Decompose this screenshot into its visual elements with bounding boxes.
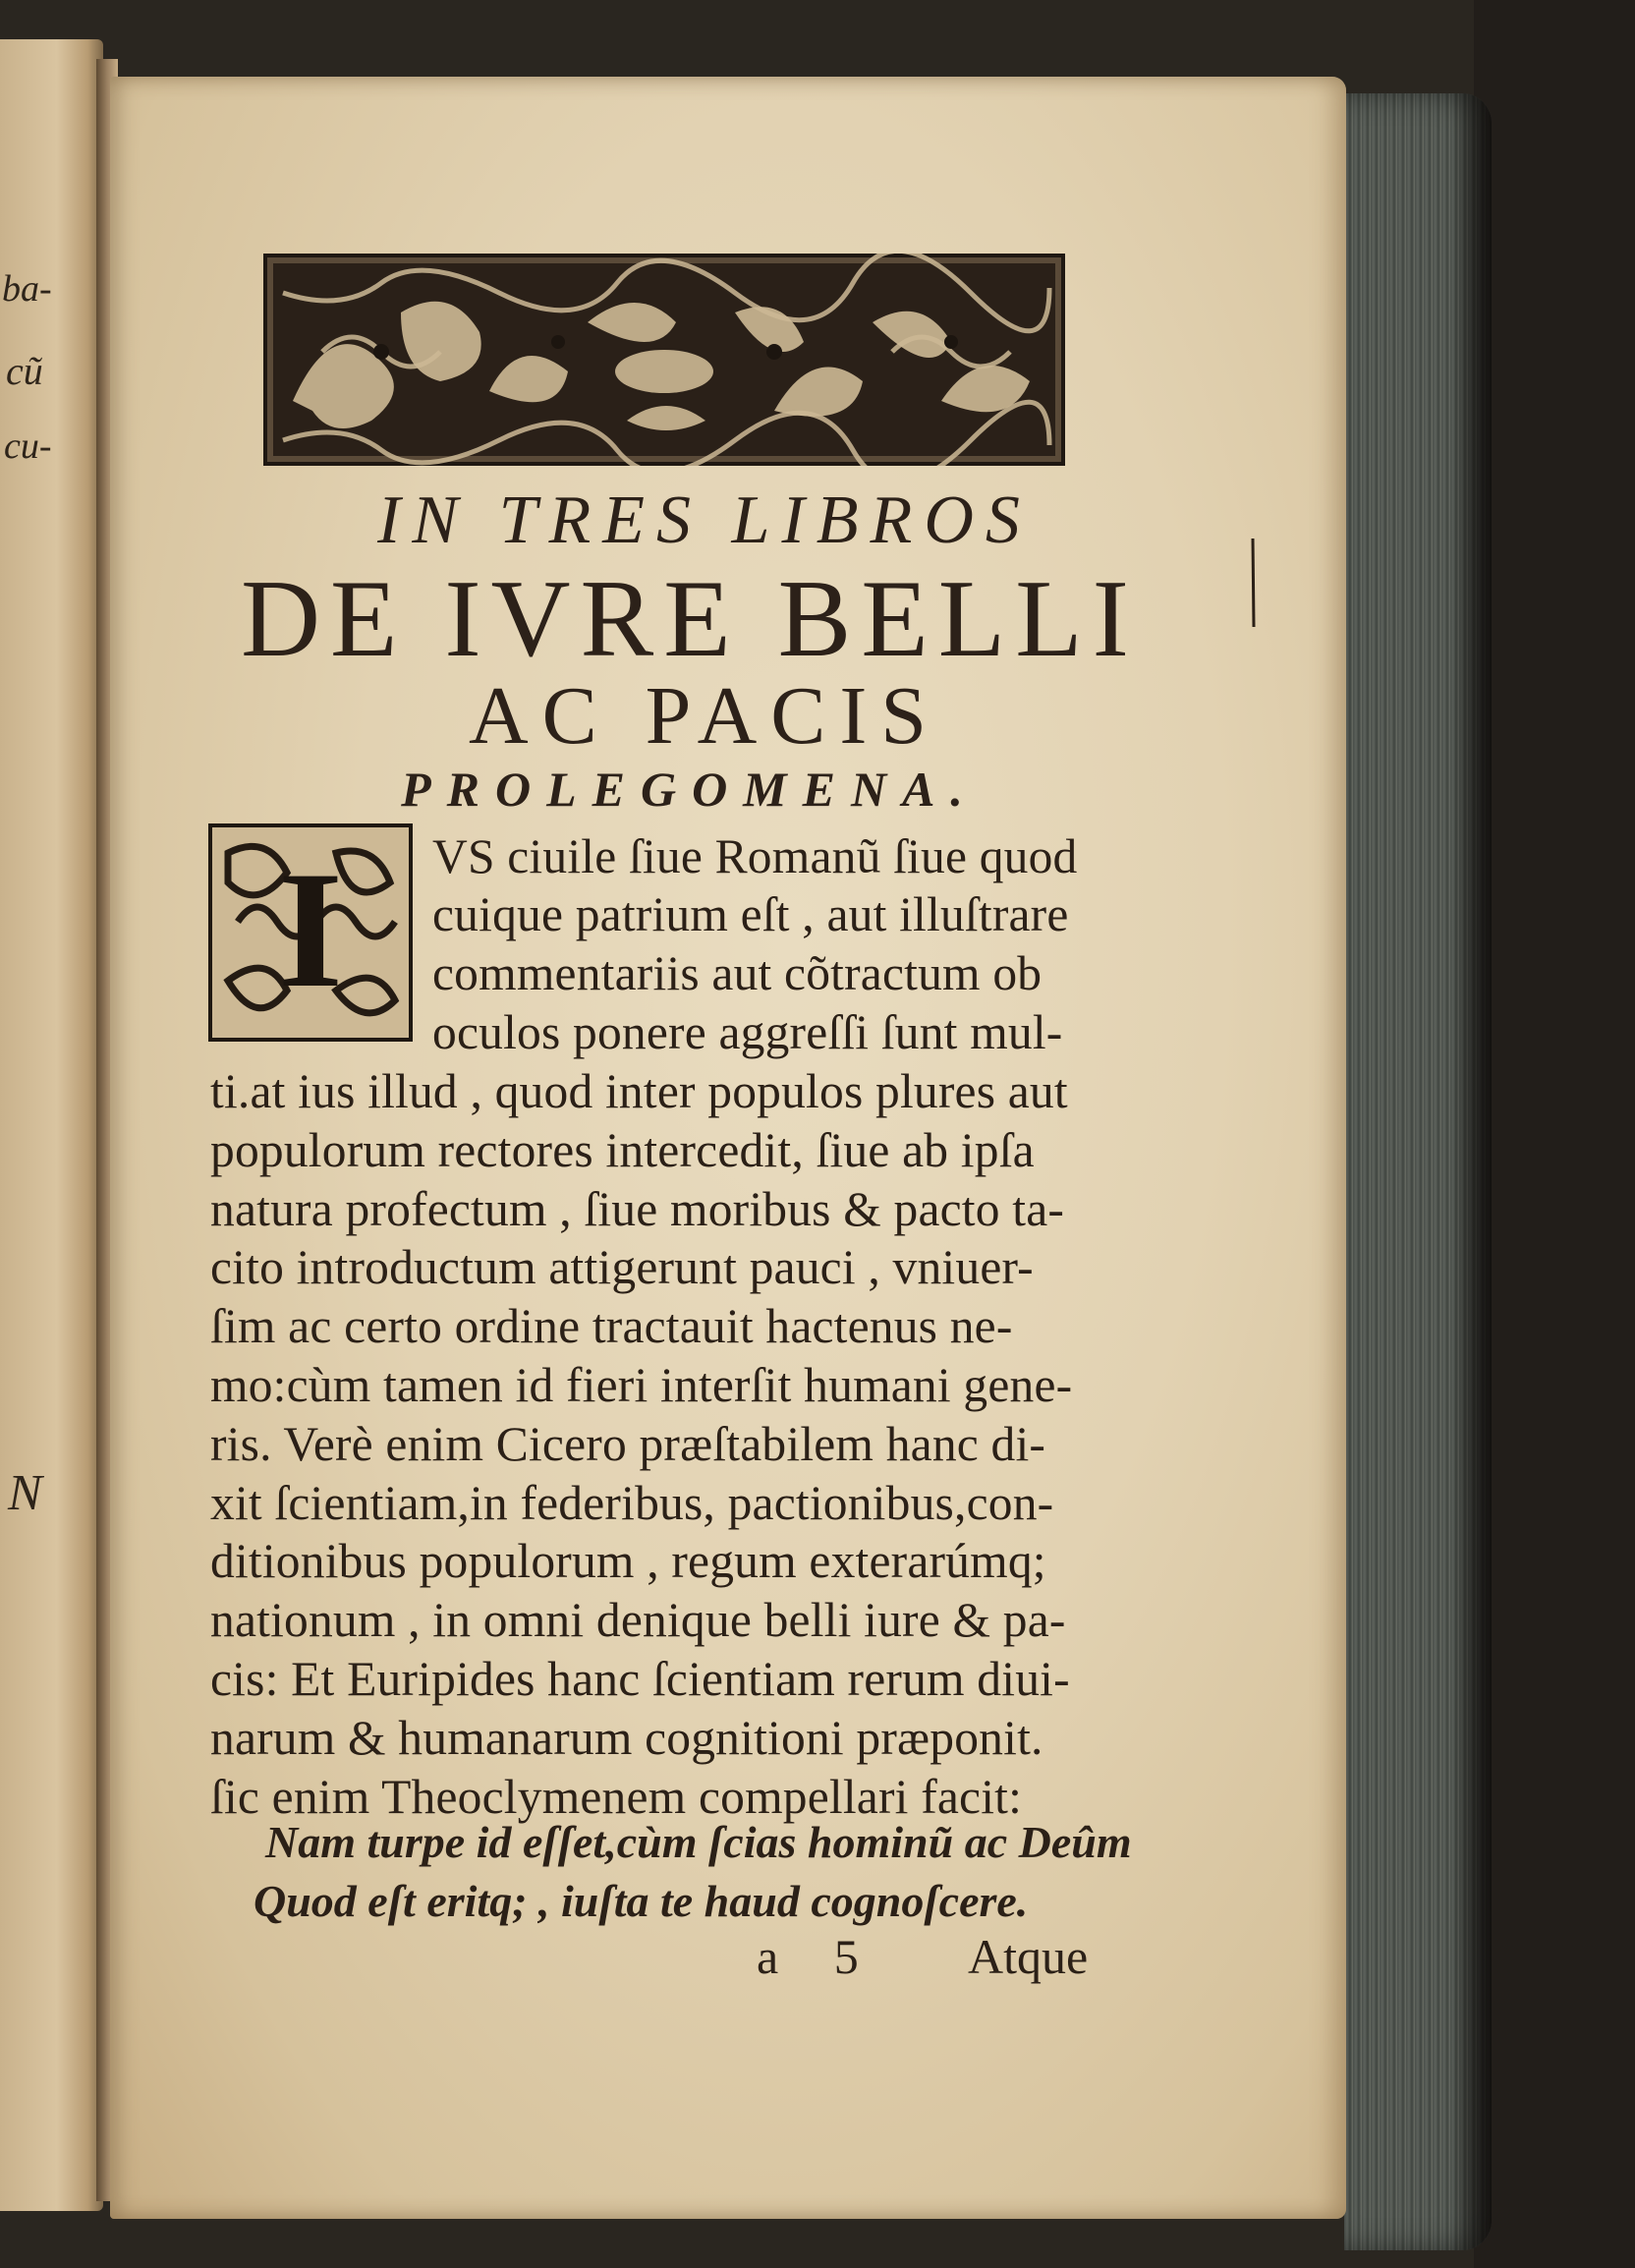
title-line-3: AC PACIS — [468, 670, 941, 762]
body-line: cuique patrium eſt , aut illuſtrare — [432, 887, 1069, 941]
left-page-fragment: cu- — [4, 425, 52, 467]
body-line: ris. Verè enim Cicero præſtabilem hanc di- — [210, 1417, 1046, 1471]
body-line: cis: Et Euripides hanc ſcientiam rerum diui- — [210, 1652, 1070, 1706]
verse-line: Quod eſt eritq; , iuſta te haud cognoſcere. — [254, 1876, 1029, 1926]
body-line: mo:cùm tamen id fieri interſit humani gene- — [210, 1358, 1073, 1412]
body-line: natura profectum , ſiue moribus & pacto ta- — [210, 1182, 1065, 1236]
signature-mark: a 5 — [757, 1929, 880, 1984]
title-line-1: IN TRES LIBROS — [377, 482, 1032, 558]
body-line: VS ciuile ſiue Romanũ ſiue quod — [432, 829, 1078, 883]
body-line: cito introductum attigerunt pauci , vniuer- — [210, 1240, 1034, 1294]
body-line: commentariis aut cõtractum ob — [432, 946, 1043, 1000]
margin-pen-mark — [1248, 539, 1258, 627]
body-line: oculos ponere aggreſſi ſunt mul- — [432, 1005, 1063, 1059]
left-page-fragment: N — [8, 1465, 42, 1521]
verse-line: Nam turpe id eſſet,cùm ſcias hominũ ac Deûm — [265, 1817, 1132, 1867]
body-line: nationum , in omni denique belli iure & pa- — [210, 1593, 1066, 1647]
body-line: narum & humanarum cognitioni præponit. — [210, 1711, 1043, 1765]
body-line: ti.at ius illud , quod inter populos plures aut — [210, 1064, 1068, 1118]
drop-cap-letter: I — [277, 837, 344, 1022]
title-line-4: PROLEGOMENA. — [401, 762, 979, 817]
catchword: Atque — [968, 1929, 1089, 1984]
left-page-fragment: cũ — [6, 349, 43, 393]
left-page-fragment: ba- — [2, 268, 52, 310]
body-line: xit ſcientiam,in federibus, pactionibus,con- — [210, 1476, 1054, 1530]
book-fore-edge — [1344, 93, 1492, 2250]
woodcut-headpiece-ornament — [263, 254, 1065, 466]
body-line: ſim ac certo ordine tractauit hactenus ne- — [210, 1299, 1013, 1353]
body-line: ditionibus populorum , regum exterarúmq; — [210, 1534, 1046, 1588]
body-line: ſic enim Theoclymenem compellari facit: — [210, 1770, 1023, 1824]
background-dark — [1474, 0, 1635, 2268]
body-line: populorum rectores intercedit, ſiue ab ipſa — [210, 1123, 1035, 1177]
title-line-2: DE IVRE BELLI — [241, 558, 1139, 680]
decorated-initial-ornament — [208, 823, 413, 1042]
